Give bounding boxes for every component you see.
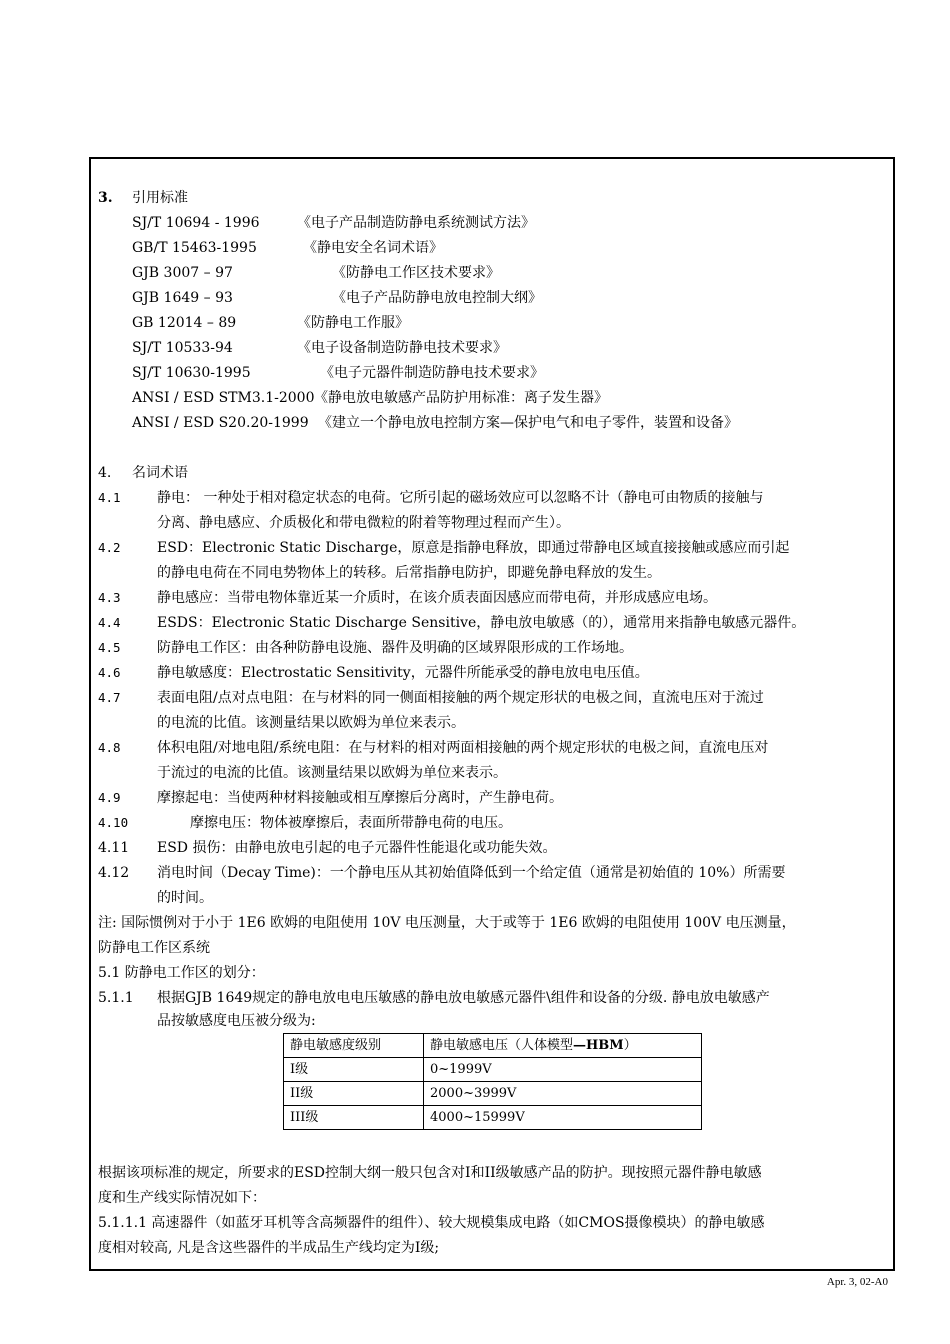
standard-name: 《防静电工作区技术要求》 bbox=[332, 265, 500, 281]
term-number: 4.2 bbox=[98, 540, 121, 555]
section3-title: 引用标准 bbox=[132, 190, 188, 206]
term-number: 4.6 bbox=[98, 665, 121, 680]
standard-name: 《电子产品制造防静电系统测试方法》 bbox=[297, 215, 535, 231]
table-row bbox=[284, 1082, 702, 1106]
term-number: 4.9 bbox=[98, 790, 121, 805]
standard-name: 《静电安全名词术语》 bbox=[303, 240, 443, 256]
table-row bbox=[284, 1058, 702, 1082]
standard-code: GB 12014 – 89 bbox=[132, 315, 237, 331]
standard-code: GJB 1649 – 93 bbox=[132, 290, 233, 306]
level-cell: III级 bbox=[284, 1106, 424, 1130]
term-number: 4.7 bbox=[98, 690, 121, 705]
voltage-cell: 2000~3999V bbox=[424, 1082, 702, 1106]
voltage-cell: 0~1999V bbox=[424, 1058, 702, 1082]
term-line: ESD：Electronic Static Discharge，原意是指静电释放，即通过带静电区域直接接触或感应而引起 bbox=[157, 540, 790, 556]
term-line: 摩擦起电：当使两种材料接触或相互摩擦后分离时，产生静电荷。 bbox=[157, 790, 563, 806]
term-line: 于流过的电流的比值。该测量结果以欧姆为单位来表示。 bbox=[157, 765, 507, 781]
standard-code: GB/T 15463-1995 bbox=[132, 240, 257, 256]
term-line: 静电感应：当带电物体靠近某一介质时，在该介质表面因感应而带电荷，并形成感应电场。 bbox=[157, 590, 717, 606]
header-text-bold: —HBM bbox=[573, 1037, 624, 1053]
section3-number: 3. bbox=[98, 190, 113, 206]
sensitivity-level-table bbox=[283, 1033, 702, 1130]
paragraph-line: 根据该项标准的规定，所要求的ESD控制大纲一般只包含对I和II级敏感产品的防护。现按照元器件静电敏感 bbox=[98, 1165, 762, 1181]
term-number: 4.3 bbox=[98, 590, 121, 605]
standard-code: GJB 3007 – 97 bbox=[132, 265, 233, 281]
term-number: 4.12 bbox=[98, 865, 130, 881]
standard-name: 《电子元器件制造防静电技术要求》 bbox=[320, 365, 544, 381]
level-cell: II级 bbox=[284, 1082, 424, 1106]
section4-number: 4. bbox=[98, 465, 112, 481]
note-line: 防静电工作区系统 bbox=[98, 940, 210, 956]
term-line: 表面电阻/点对点电阻：在与材料的同一侧面相接触的两个规定形状的电极之间，直流电压对于流过 bbox=[157, 690, 764, 706]
paragraph-line: 度和生产线实际情况如下： bbox=[98, 1190, 266, 1206]
standard-code: ANSI / ESD STM3.1-2000 bbox=[132, 390, 315, 406]
table-header-cell bbox=[424, 1034, 702, 1058]
section5-heading: 5.1 防静电工作区的划分： bbox=[98, 965, 265, 981]
table-row bbox=[284, 1106, 702, 1130]
item-line: 根据GJB 1649规定的静电放电电压敏感的静电放电敏感元器件\组件和设备的分级. 静电放电敏感产 bbox=[157, 990, 770, 1006]
term-line: 的电流的比值。该测量结果以欧姆为单位来表示。 bbox=[157, 715, 465, 731]
standard-code: SJ/T 10533-94 bbox=[132, 340, 233, 356]
standard-code: SJ/T 10694 - 1996 bbox=[132, 215, 260, 231]
term-line: 静电敏感度：Electrostatic Sensitivity，元器件所能承受的静电放电电压值。 bbox=[157, 665, 649, 681]
paragraph-line: 5.1.1.1 高速器件（如蓝牙耳机等含高频器件的组件）、较大规模集成电路（如CMOS摄像模块）的静电敏感 bbox=[98, 1215, 765, 1231]
item-number: 5.1.1 bbox=[98, 990, 134, 1006]
note-line: 注: 国际惯例对于小于 1E6 欧姆的电阻使用 10V 电压测量，大于或等于 1E6 欧姆的电阻使用 100V 电压测量， bbox=[98, 915, 796, 931]
term-number: 4.10 bbox=[98, 815, 129, 830]
paragraph-line: 度相对较高, 凡是含这些器件的半成品生产线均定为I级; bbox=[98, 1240, 440, 1256]
standard-name: 《电子设备制造防静电技术要求》 bbox=[297, 340, 507, 356]
term-line: 防静电工作区：由各种防静电设施、器件及明确的区域界限形成的工作场地。 bbox=[157, 640, 633, 656]
standard-code: ANSI / ESD S20.20-1999 bbox=[132, 415, 309, 431]
footer-revision: Apr. 3, 02-A0 bbox=[826, 1276, 888, 1288]
term-line: 摩擦电压：物体被摩擦后，表面所带静电荷的电压。 bbox=[190, 815, 512, 831]
term-line: 分离、静电感应、介质极化和带电微粒的附着等物理过程而产生）。 bbox=[157, 515, 570, 531]
voltage-cell: 4000~15999V bbox=[424, 1106, 702, 1130]
term-line: 消电时间（Decay Time)：一个静电压从其初始值降低到一个给定值（通常是初始值的 10%）所需要 bbox=[157, 865, 786, 881]
term-line: 体积电阻/对地电阻/系统电阻：在与材料的相对两面相接触的两个规定形状的电极之间，直流电压对 bbox=[157, 740, 769, 756]
standard-name: 《建立一个静电放电控制方案—保护电气和电子零件，装置和设备》 bbox=[318, 415, 738, 431]
term-number: 4.5 bbox=[98, 640, 121, 655]
term-line: ESDS：Electronic Static Discharge Sensitive，静电放电敏感（的），通常用来指静电敏感元器件。 bbox=[157, 615, 806, 631]
item-line: 品按敏感度电压被分级为: bbox=[157, 1013, 316, 1029]
standard-name: 《防静电工作服》 bbox=[297, 315, 409, 331]
term-line: 的静电电荷在不同电势物体上的转移。后常指静电防护，即避免静电释放的发生。 bbox=[157, 565, 661, 581]
term-line: 的时间。 bbox=[157, 890, 213, 906]
table-header-cell: 静电敏感度级别 bbox=[284, 1034, 424, 1058]
standard-code: SJ/T 10630-1995 bbox=[132, 365, 251, 381]
term-line: 静电： 一种处于相对稳定状态的电荷。它所引起的磁场效应可以忽略不计（静电可由物质的接触与 bbox=[157, 490, 764, 506]
section4-title: 名词术语 bbox=[132, 465, 188, 481]
standard-name: 《静电放电敏感产品防护用标准：离子发生器》 bbox=[314, 390, 608, 406]
term-line: ESD 损伤：由静电放电引起的电子元器件性能退化或功能失效。 bbox=[157, 840, 557, 856]
term-number: 4.8 bbox=[98, 740, 121, 755]
standard-name: 《电子产品防静电放电控制大纲》 bbox=[332, 290, 542, 306]
level-cell: I级 bbox=[284, 1058, 424, 1082]
term-number: 4.11 bbox=[98, 840, 130, 856]
header-text: ） bbox=[623, 1037, 637, 1053]
term-number: 4.1 bbox=[98, 490, 121, 505]
term-number: 4.4 bbox=[98, 615, 121, 630]
table-header-row bbox=[284, 1034, 702, 1058]
header-text: 静电敏感电压（人体模型 bbox=[430, 1037, 574, 1053]
